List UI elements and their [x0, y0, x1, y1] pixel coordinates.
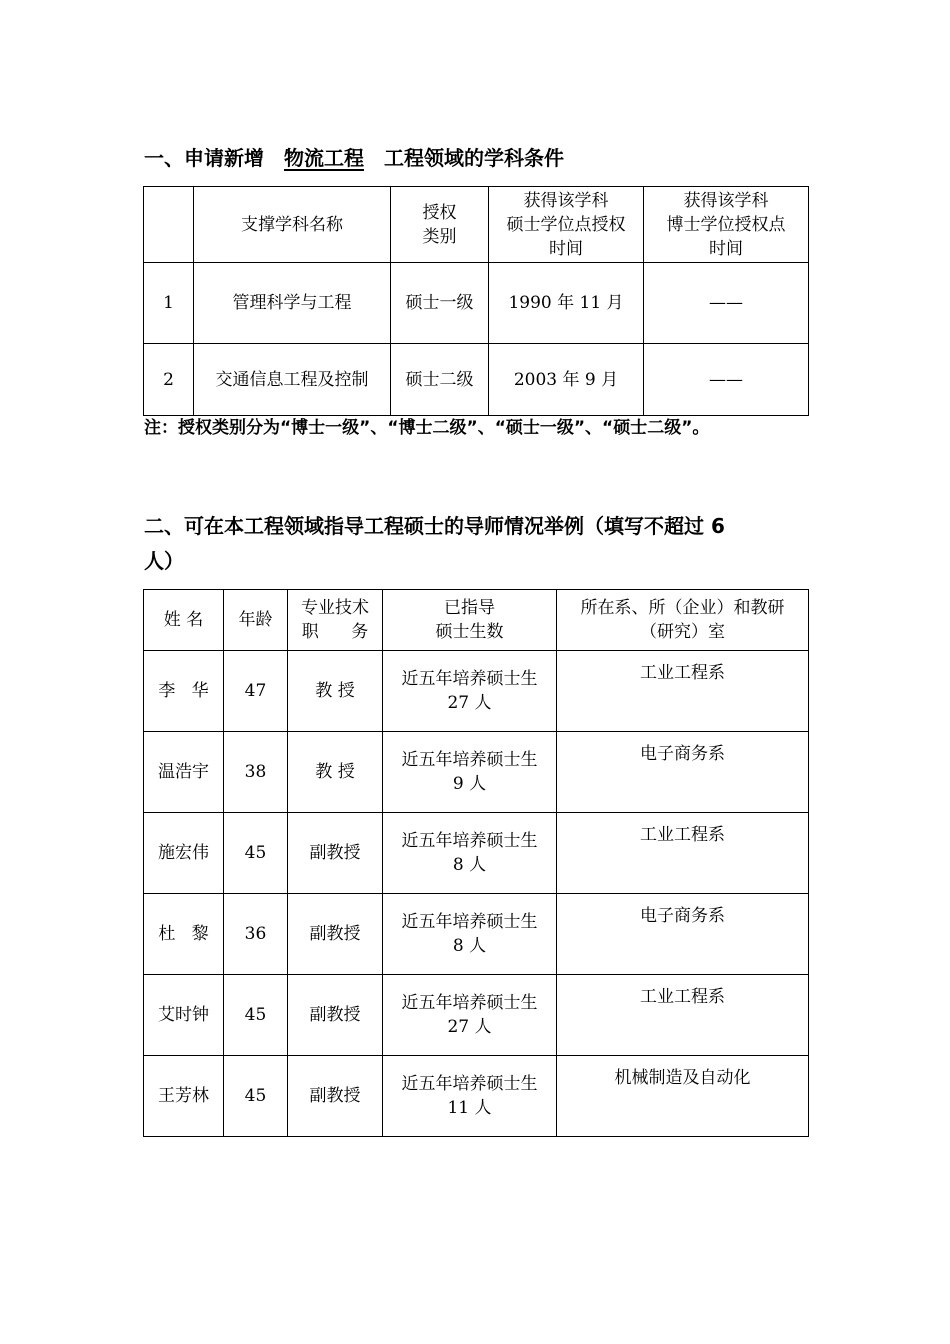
section1-heading [144, 143, 564, 173]
discipline-name: 交通信息工程及控制 [194, 344, 391, 416]
discipline-table [143, 186, 809, 416]
supervisor-department: 工业工程系 [557, 813, 809, 894]
supervisor-table [143, 589, 809, 1137]
supervisor-title: 副教授 [288, 1056, 383, 1137]
header-name: 姓 名 [144, 590, 224, 651]
table-row [144, 263, 809, 344]
header-auth-type: 授权 类别 [391, 187, 489, 263]
section2-heading-line1: 二、可在本工程领域指导工程硕士的导师情况举例（填写不超过 6 [144, 514, 725, 538]
supervisor-students: 近五年培养硕士生 8 人 [383, 894, 557, 975]
table-row [144, 975, 809, 1056]
discipline-header-row [144, 187, 809, 263]
supervisor-title: 副教授 [288, 975, 383, 1056]
header-doctor-time: 获得该学科 博士学位授权点 时间 [644, 187, 809, 263]
row-index: 1 [144, 263, 194, 344]
table-row [144, 1056, 809, 1137]
header-age: 年龄 [224, 590, 288, 651]
supervisor-title: 副教授 [288, 894, 383, 975]
supervisor-department: 机械制造及自动化 [557, 1056, 809, 1137]
supervisor-name: 温浩宇 [144, 732, 224, 813]
supervisor-age: 38 [224, 732, 288, 813]
section1-title-field: 物流工程 [284, 146, 364, 170]
section1-title-suffix: 工程领域的学科条件 [384, 146, 564, 170]
section2-heading-line2: 人） [144, 549, 184, 573]
table-row [144, 651, 809, 732]
supervisor-title: 副教授 [288, 813, 383, 894]
supervisor-age: 45 [224, 975, 288, 1056]
table-row [144, 732, 809, 813]
header-discipline-name: 支撑学科名称 [194, 187, 391, 263]
supervisor-department: 工业工程系 [557, 651, 809, 732]
auth-type: 硕士二级 [391, 344, 489, 416]
doctor-time: —— [644, 263, 809, 344]
header-students: 已指导 硕士生数 [383, 590, 557, 651]
row-index: 2 [144, 344, 194, 416]
master-time: 1990 年 11 月 [489, 263, 644, 344]
table-row [144, 813, 809, 894]
supervisor-department: 电子商务系 [557, 894, 809, 975]
section1-title-prefix: 一、申请新增 [144, 146, 264, 170]
auth-type-note: 注：授权类别分为“博士一级”、“博士二级”、“硕士一级”、“硕士二级”。 [144, 418, 710, 438]
supervisor-title: 教 授 [288, 732, 383, 813]
supervisor-age: 36 [224, 894, 288, 975]
supervisor-department: 电子商务系 [557, 732, 809, 813]
supervisor-name: 王芳林 [144, 1056, 224, 1137]
supervisor-students: 近五年培养硕士生 27 人 [383, 651, 557, 732]
header-master-time: 获得该学科 硕士学位点授权 时间 [489, 187, 644, 263]
supervisor-name: 杜 黎 [144, 894, 224, 975]
supervisor-title: 教 授 [288, 651, 383, 732]
supervisor-name: 施宏伟 [144, 813, 224, 894]
table-row [144, 894, 809, 975]
supervisor-students: 近五年培养硕士生 11 人 [383, 1056, 557, 1137]
supervisor-name: 艾时钟 [144, 975, 224, 1056]
supervisor-header-row [144, 590, 809, 651]
supervisor-name: 李 华 [144, 651, 224, 732]
header-index [144, 187, 194, 263]
discipline-name: 管理科学与工程 [194, 263, 391, 344]
master-time: 2003 年 9 月 [489, 344, 644, 416]
table-row [144, 344, 809, 416]
supervisor-age: 47 [224, 651, 288, 732]
header-department: 所在系、所（企业）和教研 （研究）室 [557, 590, 809, 651]
supervisor-age: 45 [224, 1056, 288, 1137]
header-title: 专业技术 职 务 [288, 590, 383, 651]
supervisor-students: 近五年培养硕士生 27 人 [383, 975, 557, 1056]
auth-type: 硕士一级 [391, 263, 489, 344]
supervisor-age: 45 [224, 813, 288, 894]
doctor-time: —— [644, 344, 809, 416]
supervisor-students: 近五年培养硕士生 8 人 [383, 813, 557, 894]
supervisor-students: 近五年培养硕士生 9 人 [383, 732, 557, 813]
supervisor-department: 工业工程系 [557, 975, 809, 1056]
